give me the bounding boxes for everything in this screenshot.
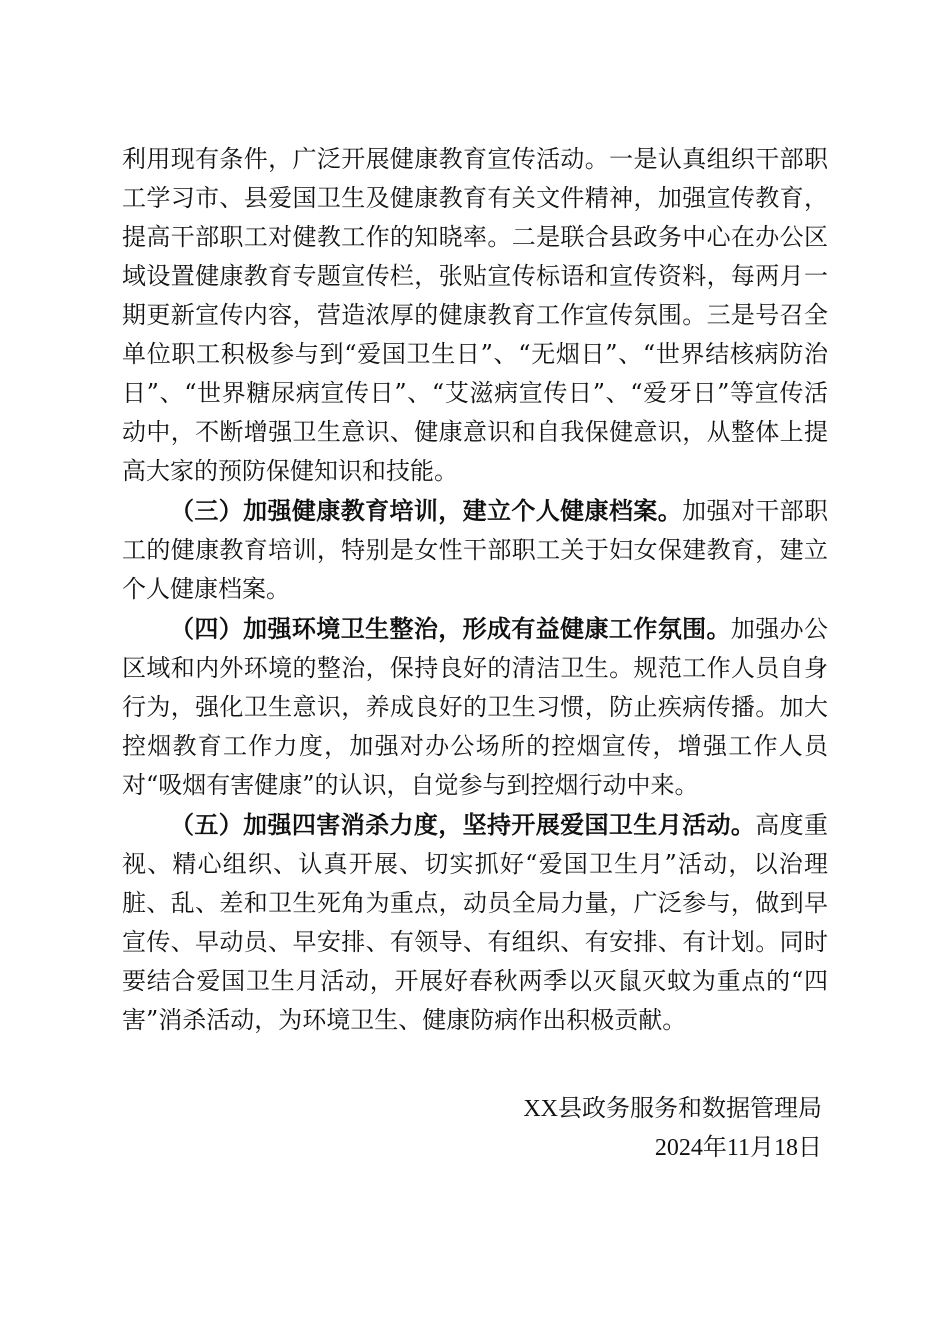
section-heading-three: （三）加强健康教育培训，建立个人健康档案。	[170, 496, 683, 525]
paragraph-text: 利用现有条件，广泛开展健康教育宣传活动。一是认真组织干部职工学习市、县爱国卫生及健康教育有关文件精神，加强宣传教育，提高干部职工对健教工作的知晓率。二是联合县政务中心在办公区域设置健康教育专题宣传栏，张贴宣传标语和宣传资料，每两月一期更新宣传内容，营造浓厚的健康教育工作宣传氛围。三是号召全单位职工积极参与到“爱国卫生日”、“无烟日”、“世界结核病防治日”、“世界糖尿病宣传日”、“艾滋病宣传日”、“爱牙日”等宣传活动中，不断增强卫生意识、健康意识和自我保健意识，从整体上提高大家的预防保健知识和技能。	[122, 145, 828, 485]
section-text-four: 加强办公区域和内外环境的整治，保持良好的清洁卫生。规范工作人员自身行为，强化卫生意识，养成良好的卫生习惯，防止疾病传播。加大控烟教育工作力度，加强对办公场所的控烟宣传，增强工作人员对“吸烟有害健康”的认识，自觉参与到控烟行动中来。	[122, 615, 829, 799]
signature-organization: XX县政务服务和数据管理局	[523, 1096, 822, 1122]
section-text-three: 加强对干部职工的健康教育培训，特别是女性干部职工关于妇女保建教育，建立个人健康档案。	[122, 497, 829, 603]
paragraph-continuation	[122, 140, 828, 491]
section-text-five: 高度重视、精心组织、认真开展、切实抓好“爱国卫生月”活动，以治理脏、乱、差和卫生死角为重点，动员全局力量，广泛参与，做到早宣传、早动员、早安排、有领导、有组织、有安排、有计划。同时要结合爱国卫生月活动，开展好春秋两季以灭鼠灭蚊为重点的“四害”消杀活动，为环境卫生、健康防病作出积极贡献。	[122, 811, 829, 1034]
signature-block	[523, 1090, 822, 1168]
paragraph-section-five	[122, 805, 828, 1040]
document-body	[122, 140, 828, 1040]
section-heading-four: （四）加强环境卫生整治，形成有益健康工作氛围。	[170, 614, 731, 643]
section-heading-five: （五）加强四害消杀力度，坚持开展爱国卫生月活动。	[170, 810, 756, 839]
signature-date: 2024年11月18日	[654, 1135, 822, 1161]
paragraph-section-three	[122, 491, 828, 609]
paragraph-section-four	[122, 609, 828, 805]
